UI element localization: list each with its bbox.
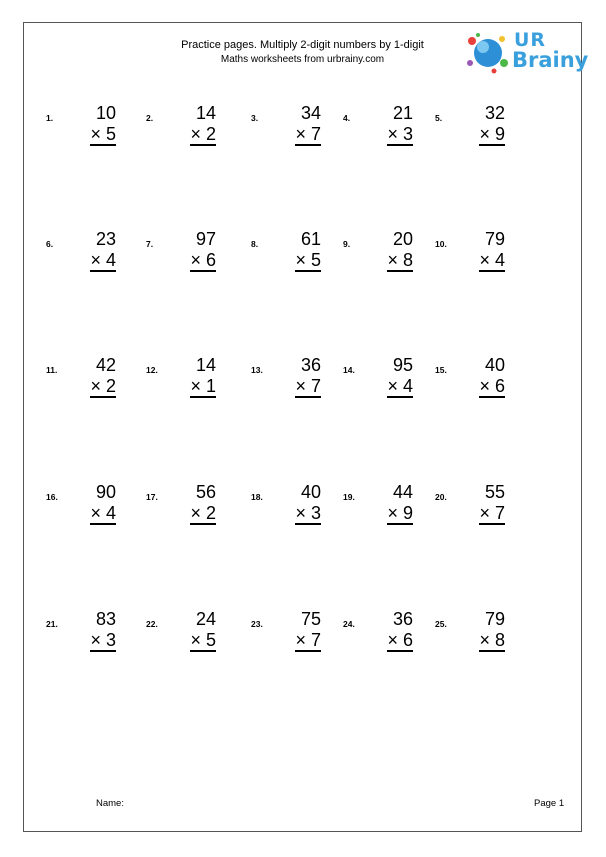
multiplication-problem [343,103,413,163]
problem-number: 16. [46,492,58,502]
logo-ur-text: UR [514,29,547,51]
multiplicand: 83 [95,609,116,629]
problem-number: 5. [435,113,443,123]
problem-number: 17. [146,492,158,502]
problem-number: 14. [343,365,355,375]
multiplication-problem [46,355,116,415]
multiplier: × 7 [295,630,321,650]
problem-number: 8. [251,239,259,249]
multiplier: × 2 [190,124,216,144]
worksheet-page [23,22,589,832]
problem-number: 24. [343,619,355,629]
multiplier: × 7 [479,503,505,523]
multiplication-problem [146,609,216,669]
multiplication-problem [146,229,216,289]
multiplicand: 34 [300,103,321,123]
problem-number: 9. [343,239,351,249]
multiplicand: 36 [392,609,413,629]
multiplicand: 40 [484,355,505,375]
multiplication-problem [343,609,413,669]
multiplication-problem [435,609,505,669]
problem-number: 6. [46,239,54,249]
multiplier: × 7 [295,124,321,144]
multiplication-problem [251,229,321,289]
multiplication-problem [251,103,321,163]
problem-number: 2. [146,113,154,123]
problem-number: 18. [251,492,263,502]
logo-brainy-text: Brainy [512,48,589,72]
problem-number: 12. [146,365,158,375]
multiplication-problem [46,482,116,542]
multiplication-problem [46,229,116,289]
multiplicand: 23 [95,229,116,249]
multiplier: × 2 [90,376,116,396]
multiplier: × 5 [295,250,321,270]
multiplier: × 9 [479,124,505,144]
multiplicand: 56 [195,482,216,502]
multiplicand: 14 [195,355,216,375]
multiplicand: 42 [95,355,116,375]
problem-number: 7. [146,239,154,249]
multiplier: × 4 [90,503,116,523]
page-number: Page 1 [534,798,565,809]
multiplication-problem [435,229,505,289]
multiplicand: 97 [195,229,216,249]
problem-number: 11. [46,365,58,375]
worksheet-title: Practice pages. Multiply 2-digit numbers by 1-digit [181,39,424,51]
problem-number: 1. [46,113,54,123]
multiplier: × 6 [190,250,216,270]
multiplier: × 5 [190,630,216,650]
multiplicand: 36 [300,355,321,375]
multiplication-problem [343,355,413,415]
multiplicand: 21 [392,103,413,123]
multiplication-problem [146,482,216,542]
multiplicand: 55 [484,482,505,502]
globe-logo-icon [464,31,512,75]
multiplicand: 90 [95,482,116,502]
problem-number: 21. [46,619,58,629]
multiplication-problem [435,355,505,415]
multiplicand: 20 [392,229,413,249]
multiplication-problem [435,482,505,542]
multiplication-problem [343,482,413,542]
multiplier: × 3 [295,503,321,523]
multiplicand: 61 [300,229,321,249]
problem-number: 3. [251,113,259,123]
multiplicand: 32 [484,103,505,123]
multiplier: × 6 [479,376,505,396]
problem-number: 25. [435,619,447,629]
multiplicand: 44 [392,482,413,502]
multiplication-problem [251,609,321,669]
multiplier: × 8 [387,250,413,270]
multiplication-problem [46,609,116,669]
problem-number: 10. [435,239,447,249]
problem-number: 20. [435,492,447,502]
multiplier: × 2 [190,503,216,523]
problem-number: 15. [435,365,447,375]
multiplicand: 24 [195,609,216,629]
multiplier: × 1 [190,376,216,396]
multiplicand: 14 [195,103,216,123]
multiplication-problem [46,103,116,163]
problem-number: 4. [343,113,351,123]
multiplier: × 3 [90,630,116,650]
multiplication-problem [146,103,216,163]
multiplier: × 9 [387,503,413,523]
multiplier: × 3 [387,124,413,144]
multiplier: × 7 [295,376,321,396]
multiplication-problem [251,355,321,415]
multiplier: × 8 [479,630,505,650]
multiplicand: 75 [300,609,321,629]
urbrainy-logo [464,29,589,75]
multiplier: × 4 [479,250,505,270]
multiplicand: 10 [95,103,116,123]
multiplicand: 79 [484,229,505,249]
problem-number: 19. [343,492,355,502]
multiplication-problem [251,482,321,542]
multiplicand: 40 [300,482,321,502]
multiplier: × 4 [90,250,116,270]
multiplier: × 5 [90,124,116,144]
worksheet-subtitle: Maths worksheets from urbrainy.com [220,54,385,65]
multiplication-problem [435,103,505,163]
problem-number: 13. [251,365,263,375]
problem-number: 22. [146,619,158,629]
multiplication-problem [146,355,216,415]
multiplicand: 95 [392,355,413,375]
multiplier: × 4 [387,376,413,396]
name-label: Name: [96,798,124,809]
problem-number: 23. [251,619,263,629]
multiplicand: 79 [484,609,505,629]
multiplier: × 6 [387,630,413,650]
multiplication-problem [343,229,413,289]
